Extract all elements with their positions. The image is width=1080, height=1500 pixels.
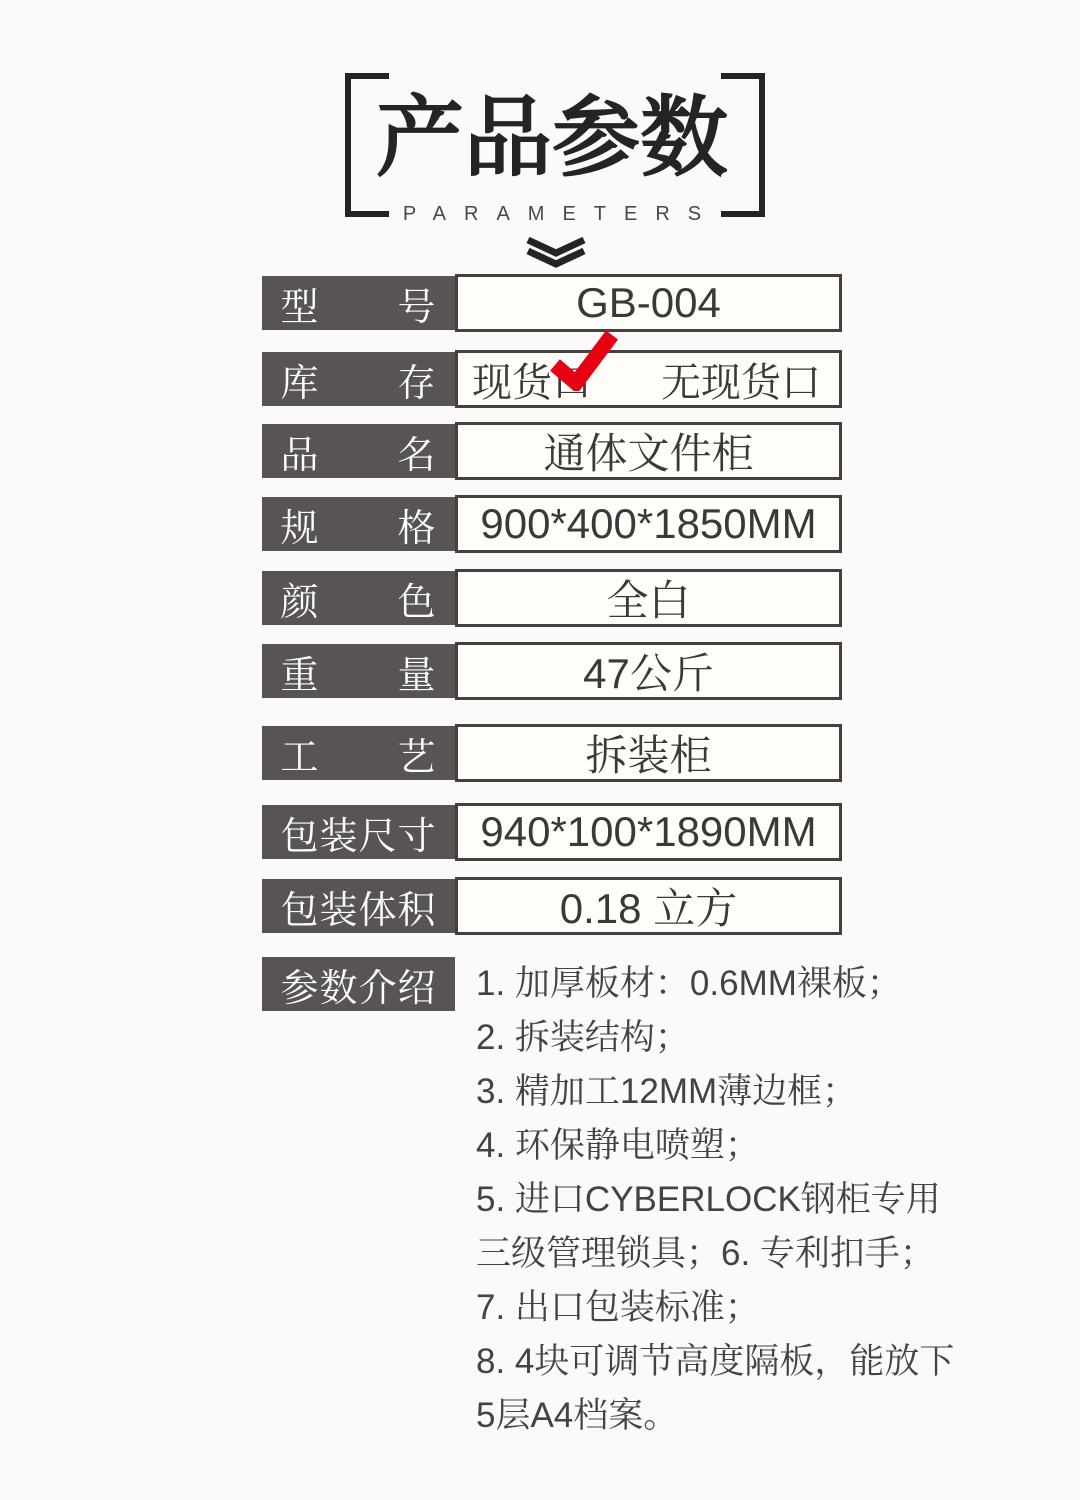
spec-label-craft: 工 艺 xyxy=(262,726,455,780)
spec-value-size: 900*400*1850MM xyxy=(455,495,842,553)
spec-label-stock: 库 存 xyxy=(262,352,455,406)
stock-option-in-stock-label: 现货口 xyxy=(472,360,592,405)
spec-row-package-volume xyxy=(262,879,842,933)
page-subtitle: PARAMETERS xyxy=(402,203,720,225)
intro-line: 1. 加厚板材：0.6MM裸板； xyxy=(476,964,902,1003)
double-chevron-down-icon xyxy=(524,236,588,268)
spec-value-craft: 拆装柜 xyxy=(455,724,842,782)
intro-line: 三级管理锁具；6. 专利扣手； xyxy=(476,1234,935,1273)
spec-row-model xyxy=(262,276,842,330)
spec-value-model: GB-004 xyxy=(455,274,842,332)
spec-value-stock xyxy=(455,350,842,408)
spec-row-intro xyxy=(262,957,455,1011)
intro-line: 8. 4块可调节高度隔板，能放下 xyxy=(476,1342,955,1381)
intro-line: 7. 出口包装标准； xyxy=(476,1288,760,1327)
spec-label-weight: 重 量 xyxy=(262,644,455,698)
intro-line: 2. 拆装结构； xyxy=(476,1018,690,1057)
page-title: 产品参数 xyxy=(375,88,728,187)
spec-row-craft xyxy=(262,726,842,780)
spec-row-package-size xyxy=(262,805,842,859)
stock-option-in-stock xyxy=(472,351,592,408)
spec-value-weight: 47公斤 xyxy=(455,642,842,700)
spec-value-product-name: 通体文件柜 xyxy=(455,422,842,480)
intro-line: 5. 进口CYBERLOCK钢柜专用 xyxy=(476,1180,941,1219)
intro-line: 5层A4档案。 xyxy=(476,1396,679,1435)
spec-label-package-volume: 包装体积 xyxy=(262,879,455,933)
intro-line: 4. 环保静电喷塑； xyxy=(476,1126,760,1165)
intro-lines xyxy=(476,957,976,1443)
spec-label-size: 规 格 xyxy=(262,497,455,551)
spec-label-color: 颜 色 xyxy=(262,571,455,625)
spec-label-model: 型 号 xyxy=(262,276,455,330)
spec-row-color xyxy=(262,571,842,625)
spec-row-weight xyxy=(262,644,842,698)
spec-row-product-name xyxy=(262,424,842,478)
spec-row-stock xyxy=(262,352,842,406)
spec-value-package-size: 940*100*1890MM xyxy=(455,803,842,861)
spec-label-product-name: 品 名 xyxy=(262,424,455,478)
intro-line: 3. 精加工12MM薄边框； xyxy=(476,1072,858,1111)
spec-row-size xyxy=(262,497,842,551)
stock-option-out-of-stock: 无现货口 xyxy=(661,360,821,405)
spec-value-color: 全白 xyxy=(455,569,842,627)
spec-label-package-size: 包装尺寸 xyxy=(262,805,455,859)
spec-value-package-volume: 0.18 立方 xyxy=(455,877,842,935)
spec-label-intro: 参数介绍 xyxy=(262,957,455,1011)
